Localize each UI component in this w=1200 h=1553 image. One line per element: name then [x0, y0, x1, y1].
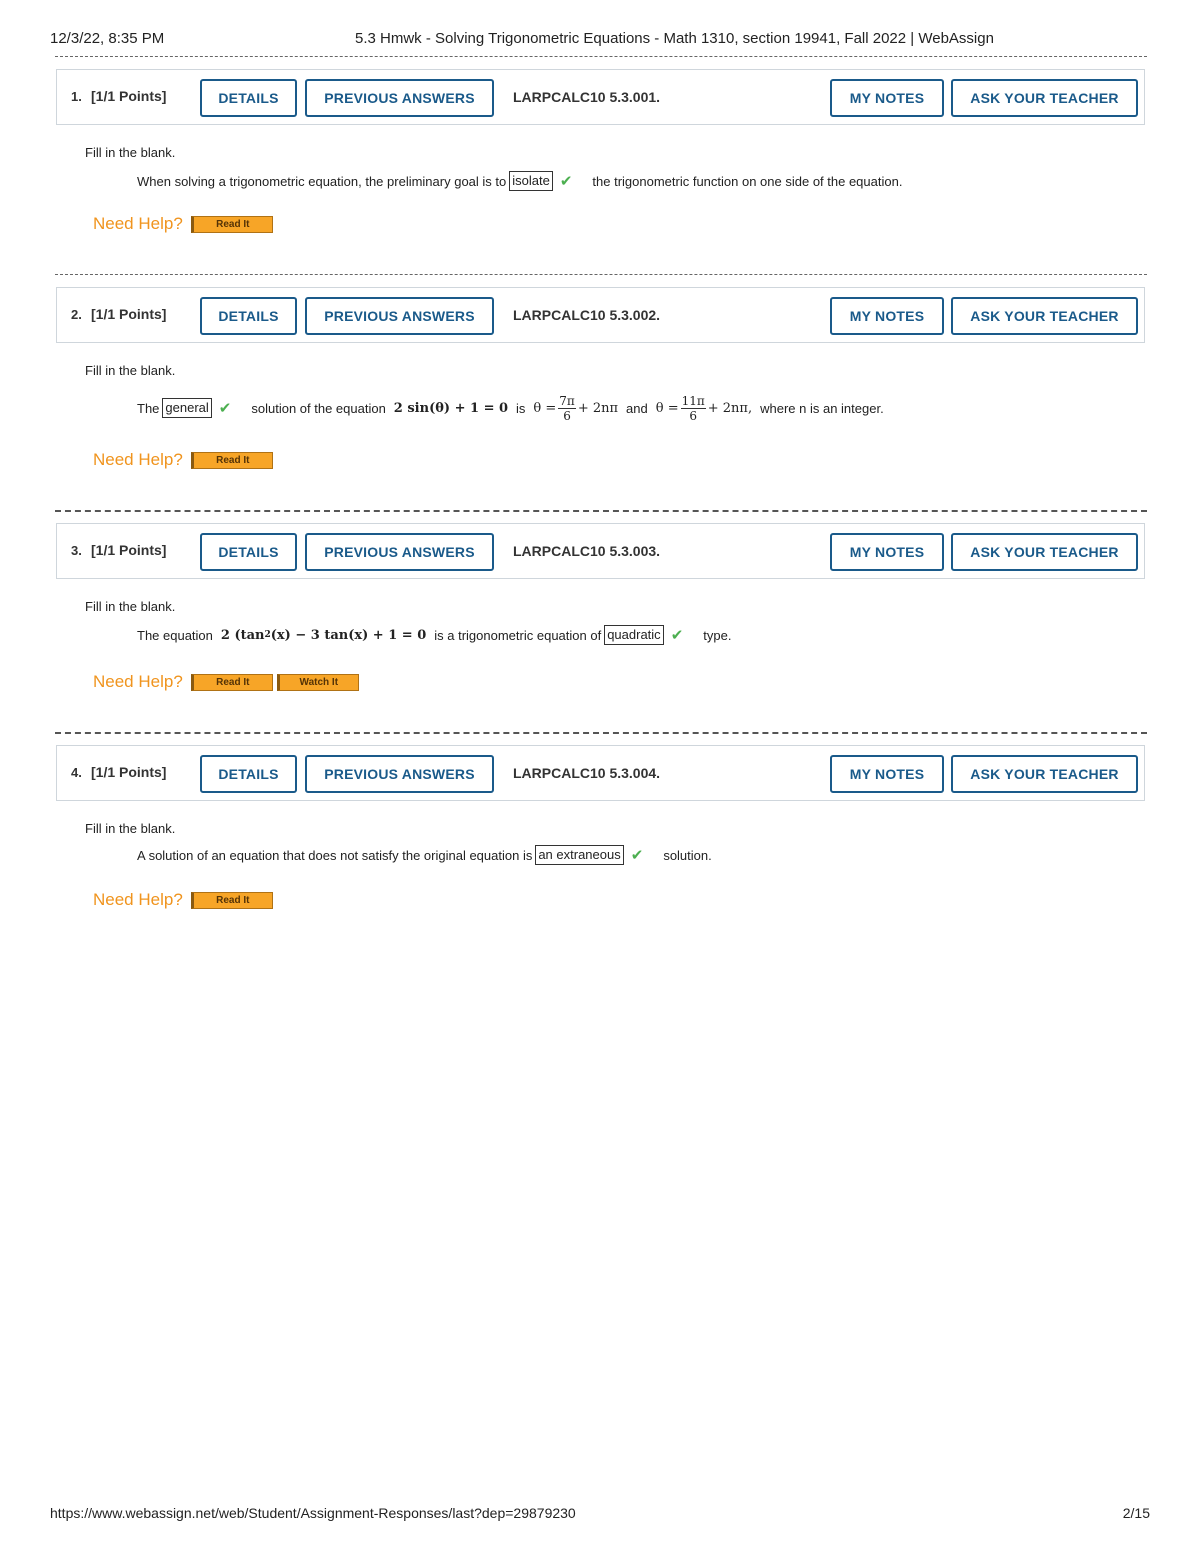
- fill-in-blank-instruction: Fill in the blank.: [85, 599, 176, 614]
- need-help-label: Need Help?: [93, 450, 183, 469]
- print-footer: [50, 1505, 1150, 1525]
- fill-in-blank-instruction: Fill in the blank.: [85, 821, 176, 836]
- need-help-row: [93, 890, 277, 910]
- previous-answers-button[interactable]: PREVIOUS ANSWERS: [305, 755, 494, 793]
- fraction-numerator: 11π: [681, 393, 705, 408]
- question-text: [137, 624, 731, 646]
- theta-equals: θ =: [533, 400, 557, 416]
- question-text-before: The equation: [137, 627, 213, 643]
- read-it-button[interactable]: Read It: [191, 452, 273, 469]
- question-text-before: The: [137, 400, 160, 416]
- fill-in-blank-instruction: Fill in the blank.: [85, 145, 176, 160]
- question-text-after: the trigonometric function on one side of the equation.: [592, 173, 903, 189]
- ask-your-teacher-button[interactable]: ASK YOUR TEACHER: [951, 533, 1138, 571]
- equation-part-b: (x) − 3 tan(x) + 1 = 0: [270, 627, 427, 643]
- print-page-title: 5.3 Hmwk - Solving Trigonometric Equations - Math 1310, section 19941, Fall 2022 | WebAssign: [355, 30, 994, 47]
- question-number: 1.: [71, 89, 82, 104]
- answer-field[interactable]: an extraneous: [535, 845, 623, 865]
- question-text-before: A solution of an equation that does not satisfy the original equation is: [137, 847, 533, 863]
- fraction-11pi-6: [681, 394, 706, 423]
- divider: [55, 274, 1147, 275]
- details-button[interactable]: DETAILS: [200, 297, 297, 335]
- theta-equals: θ =: [655, 400, 679, 416]
- equation: 2 sin(θ) + 1 = 0: [393, 400, 509, 416]
- question-points: [1/1 Points]: [91, 306, 167, 322]
- question-4: [55, 732, 1147, 922]
- question-header-bar: [56, 745, 1145, 801]
- print-header: [50, 30, 1150, 50]
- fraction-numerator: 7π: [559, 393, 575, 408]
- question-text-mid: solution of the equation: [251, 400, 386, 416]
- question-3: [55, 510, 1147, 710]
- need-help-row: [93, 450, 277, 470]
- fraction-denominator: 6: [689, 408, 697, 423]
- watch-it-button[interactable]: Watch It: [277, 674, 359, 691]
- print-url: https://www.webassign.net/web/Student/Assignment-Responses/last?dep=29879230: [50, 1505, 576, 1521]
- question-text-after: where n is an integer.: [760, 400, 884, 416]
- fraction-7pi-6: [558, 394, 576, 423]
- my-notes-button[interactable]: MY NOTES: [830, 533, 944, 571]
- question-code: LARPCALC10 5.3.002.: [513, 307, 661, 323]
- read-it-button[interactable]: Read It: [191, 674, 273, 691]
- answer-field[interactable]: general: [162, 398, 211, 418]
- question-code: LARPCALC10 5.3.004.: [513, 765, 661, 781]
- ask-your-teacher-button[interactable]: ASK YOUR TEACHER: [951, 79, 1138, 117]
- need-help-row: [93, 214, 277, 234]
- my-notes-button[interactable]: MY NOTES: [830, 755, 944, 793]
- question-text: [137, 170, 902, 192]
- equation-exponent: 2: [264, 630, 271, 640]
- equation-part-a: 2 (tan: [220, 627, 265, 643]
- divider: [55, 510, 1147, 512]
- end-term: + 2nπ,: [707, 400, 753, 416]
- question-text-before: When solving a trigonometric equation, the preliminary goal is to: [137, 173, 507, 189]
- my-notes-button[interactable]: MY NOTES: [830, 79, 944, 117]
- previous-answers-button[interactable]: PREVIOUS ANSWERS: [305, 79, 494, 117]
- answer-field[interactable]: isolate: [509, 171, 553, 191]
- details-button[interactable]: DETAILS: [200, 533, 297, 571]
- question-text-after: type.: [703, 627, 732, 643]
- question-header-bar: [56, 69, 1145, 125]
- details-button[interactable]: DETAILS: [200, 79, 297, 117]
- need-help-label: Need Help?: [93, 214, 183, 233]
- read-it-button[interactable]: Read It: [191, 892, 273, 909]
- question-code: LARPCALC10 5.3.001.: [513, 89, 661, 105]
- question-1: [55, 56, 1147, 246]
- question-header-bar: [56, 287, 1145, 343]
- question-text-mid: is a trigonometric equation of: [434, 627, 602, 643]
- question-points: [1/1 Points]: [91, 88, 167, 104]
- answer-field[interactable]: quadratic: [604, 625, 663, 645]
- my-notes-button[interactable]: MY NOTES: [830, 297, 944, 335]
- details-button[interactable]: DETAILS: [200, 755, 297, 793]
- plus-term: + 2nπ: [577, 400, 619, 416]
- print-page-number: 2/15: [1122, 1505, 1150, 1521]
- question-text-after: solution.: [663, 847, 712, 863]
- question-number: 2.: [71, 307, 82, 322]
- question-text: [137, 390, 884, 426]
- fill-in-blank-instruction: Fill in the blank.: [85, 363, 176, 378]
- ask-your-teacher-button[interactable]: ASK YOUR TEACHER: [951, 755, 1138, 793]
- previous-answers-button[interactable]: PREVIOUS ANSWERS: [305, 297, 494, 335]
- checkmark-icon: ✔: [670, 627, 684, 644]
- need-help-label: Need Help?: [93, 672, 183, 691]
- and-word: and: [626, 400, 648, 416]
- question-code: LARPCALC10 5.3.003.: [513, 543, 661, 559]
- need-help-row: [93, 672, 363, 692]
- question-number: 4.: [71, 765, 82, 780]
- is-word: is: [516, 400, 526, 416]
- checkmark-icon: ✔: [559, 173, 573, 190]
- divider: [55, 56, 1147, 57]
- checkmark-icon: ✔: [218, 400, 232, 417]
- divider: [55, 732, 1147, 734]
- need-help-label: Need Help?: [93, 890, 183, 909]
- previous-answers-button[interactable]: PREVIOUS ANSWERS: [305, 533, 494, 571]
- print-date: 12/3/22, 8:35 PM: [50, 30, 165, 47]
- question-text: [137, 844, 712, 866]
- question-header-bar: [56, 523, 1145, 579]
- question-points: [1/1 Points]: [91, 764, 167, 780]
- question-2: [55, 274, 1147, 484]
- fraction-denominator: 6: [563, 408, 571, 423]
- read-it-button[interactable]: Read It: [191, 216, 273, 233]
- question-points: [1/1 Points]: [91, 542, 167, 558]
- checkmark-icon: ✔: [630, 847, 644, 864]
- ask-your-teacher-button[interactable]: ASK YOUR TEACHER: [951, 297, 1138, 335]
- question-number: 3.: [71, 543, 82, 558]
